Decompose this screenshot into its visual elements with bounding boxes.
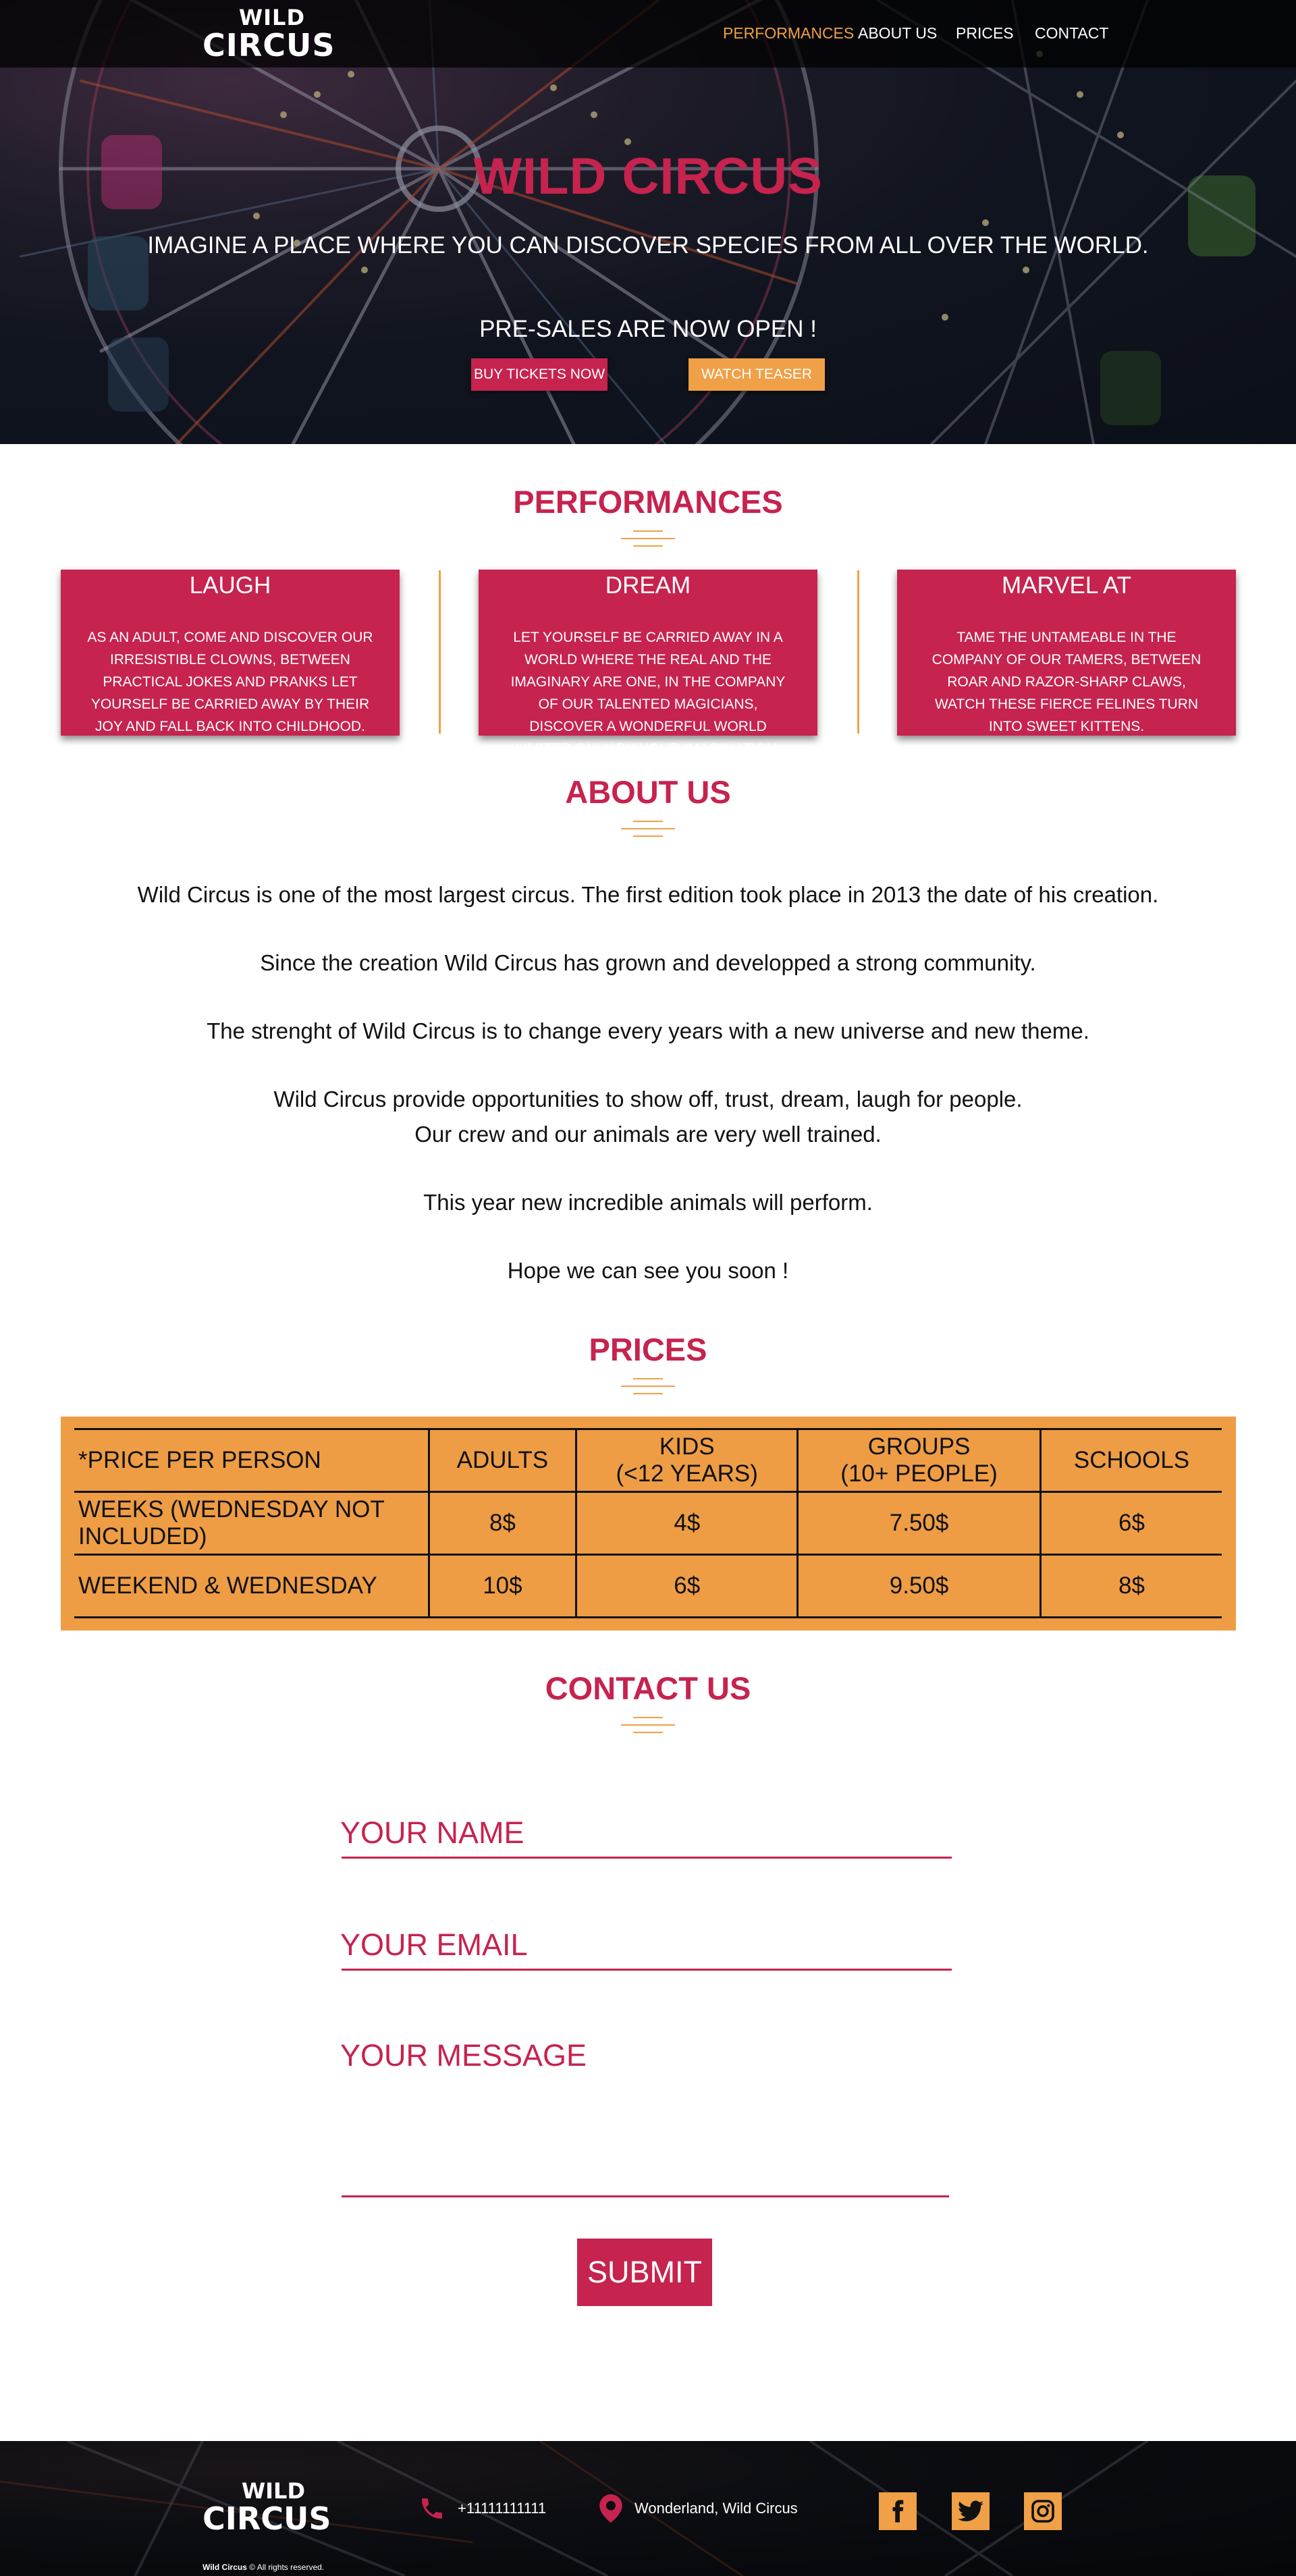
table-cell: 7.50$	[798, 1492, 1041, 1555]
submit-button[interactable]: SUBMIT	[577, 2239, 712, 2306]
buy-tickets-button[interactable]: BUY TICKETS NOW	[471, 358, 608, 391]
footer-logo[interactable]	[202, 2478, 331, 2537]
title-divider	[621, 821, 675, 840]
table-row	[74, 1492, 1222, 1555]
nav-performances[interactable]: PERFORMANCES	[723, 24, 855, 42]
table-header-cell	[576, 1429, 798, 1492]
facebook-icon	[886, 2499, 910, 2523]
card-separator	[439, 570, 441, 734]
footer	[0, 2441, 1296, 2576]
footer-address	[599, 2494, 798, 2523]
copyright	[202, 2563, 324, 2572]
nav-about-us[interactable]: ABOUT US	[858, 24, 938, 42]
about-paragraph: Since the creation Wild Circus has grown and developped a strong community.	[260, 950, 1036, 975]
facebook-link[interactable]	[879, 2492, 917, 2530]
header-line: (<12 YEARS)	[616, 1460, 758, 1487]
instagram-link[interactable]	[1024, 2492, 1062, 2530]
table-cell: 9.50$	[798, 1555, 1041, 1618]
table-cell: 4$	[576, 1492, 798, 1555]
name-input[interactable]: YOUR NAME	[340, 1815, 524, 1850]
table-cell: 6$	[1040, 1492, 1222, 1555]
table-cell: 10$	[429, 1555, 576, 1618]
table-header-cell: *PRICE PER PERSON	[74, 1429, 429, 1492]
price-table	[74, 1428, 1222, 1618]
hero-title: WILD CIRCUS	[473, 148, 823, 205]
title-divider	[621, 1378, 675, 1397]
hero-subtitle: IMAGINE A PLACE WHERE YOU CAN DISCOVER SPECIES FROM ALL OVER THE WORLD.	[147, 232, 1149, 258]
performance-card-marvel	[897, 570, 1236, 736]
table-cell: 8$	[429, 1492, 576, 1555]
about-paragraph: This year new incredible animals will perform.	[423, 1190, 873, 1215]
logo-line-1: WILD	[241, 2478, 305, 2504]
logo-line-2: CIRCUS	[202, 27, 335, 63]
about-paragraph: Wild Circus provide opportunities to show off, trust, dream, laugh for people.	[273, 1087, 1023, 1112]
performances-title: PERFORMANCES	[513, 484, 783, 520]
name-input-underline	[342, 1857, 952, 1859]
logo-line-1: WILD	[238, 5, 305, 30]
table-row	[74, 1555, 1222, 1618]
address-text: Wonderland, Wild Circus	[634, 2500, 798, 2517]
footer-phone[interactable]	[418, 2494, 546, 2523]
nav-contact[interactable]: CONTACT	[1035, 24, 1109, 42]
performance-card-title: LAUGH	[189, 572, 271, 599]
email-input[interactable]: YOUR EMAIL	[340, 1927, 528, 1962]
instagram-icon	[1031, 2499, 1055, 2523]
table-cell: 8$	[1040, 1555, 1222, 1618]
navbar	[0, 0, 1296, 67]
prices-title: PRICES	[589, 1332, 707, 1367]
about-title: ABOUT US	[565, 774, 731, 810]
performance-card-laugh	[61, 570, 400, 736]
phone-icon	[418, 2495, 446, 2522]
title-divider	[621, 530, 675, 549]
table-header-cell: SCHOOLS	[1040, 1429, 1222, 1492]
contact-title: CONTACT US	[545, 1670, 751, 1706]
header-line: KIDS	[659, 1433, 715, 1460]
header-line: GROUPS	[867, 1433, 971, 1460]
card-separator	[857, 570, 859, 734]
about-paragraph: Our crew and our animals are very well trained.	[414, 1122, 882, 1147]
message-textarea-underline	[342, 2195, 949, 2197]
main-nav	[0, 24, 1296, 45]
twitter-link[interactable]	[952, 2492, 990, 2530]
table-row-label: WEEKEND & WEDNESDAY	[74, 1555, 429, 1618]
header-line: (10+ PEOPLE)	[840, 1460, 998, 1487]
performance-card-text: TAME THE UNTAMEABLE IN THE COMPANY OF OUR TAMERS, BETWEEN ROAR AND RAZOR-SHARP CLAWS, WATCH THESE FIERCE FELINES TURN INTO SWEET KITTENS.	[932, 630, 1202, 734]
watch-teaser-button[interactable]: WATCH TEASER	[688, 358, 825, 391]
table-cell: 6$	[576, 1555, 798, 1618]
about-paragraph: Wild Circus is one of the most largest circus. The first edition took place in 2013 the date of his creation.	[137, 882, 1159, 907]
hero-presale-text: PRE-SALES ARE NOW OPEN !	[479, 316, 817, 342]
email-input-underline	[342, 1969, 952, 1971]
nav-prices[interactable]: PRICES	[956, 24, 1014, 42]
about-paragraph: Hope we can see you soon !	[507, 1258, 789, 1283]
performance-card-title: DREAM	[605, 572, 691, 599]
message-textarea[interactable]: YOUR MESSAGE	[340, 2038, 587, 2073]
logo-line-2: CIRCUS	[202, 2500, 331, 2537]
hero-section	[0, 0, 1296, 444]
prices-panel	[61, 1417, 1236, 1630]
performance-card-text: LET YOURSELF BE CARRIED AWAY IN A WORLD WHERE THE REAL AND THE IMAGINARY ARE ONE, IN THE COMPANY OF OUR TALENTED MAGICIANS, DISCOVER A WONDERFUL WORLD LIMITED ONLY BY YOUR IMAGINATION.	[510, 630, 786, 757]
about-paragraph: The strenght of Wild Circus is to change every years with a new universe and new theme.	[207, 1018, 1089, 1043]
about-text	[0, 877, 1296, 1288]
table-row-label: WEEKS (WEDNESDAY NOT INCLUDED)	[74, 1492, 429, 1555]
copyright-text: © All rights reserved.	[249, 2563, 325, 2572]
table-header-cell: ADULTS	[429, 1429, 576, 1492]
table-header-cell	[798, 1429, 1041, 1492]
performance-card-text: AS AN ADULT, COME AND DISCOVER OUR IRRESISTIBLE CLOWNS, BETWEEN PRACTICAL JOKES AND PRANKS LET YOURSELF BE CARRIED AWAY BY THEIR JOY AND FALL BACK INTO CHILDHOOD.	[87, 630, 373, 734]
phone-number: +11111111111	[458, 2500, 547, 2517]
table-header-row	[74, 1429, 1222, 1492]
performance-card-dream	[479, 570, 817, 757]
twitter-icon	[958, 2500, 983, 2523]
performance-card-title: MARVEL AT	[1002, 572, 1131, 599]
map-pin-icon	[599, 2494, 622, 2523]
copyright-brand: Wild Circus	[202, 2563, 247, 2572]
title-divider	[621, 1717, 675, 1736]
